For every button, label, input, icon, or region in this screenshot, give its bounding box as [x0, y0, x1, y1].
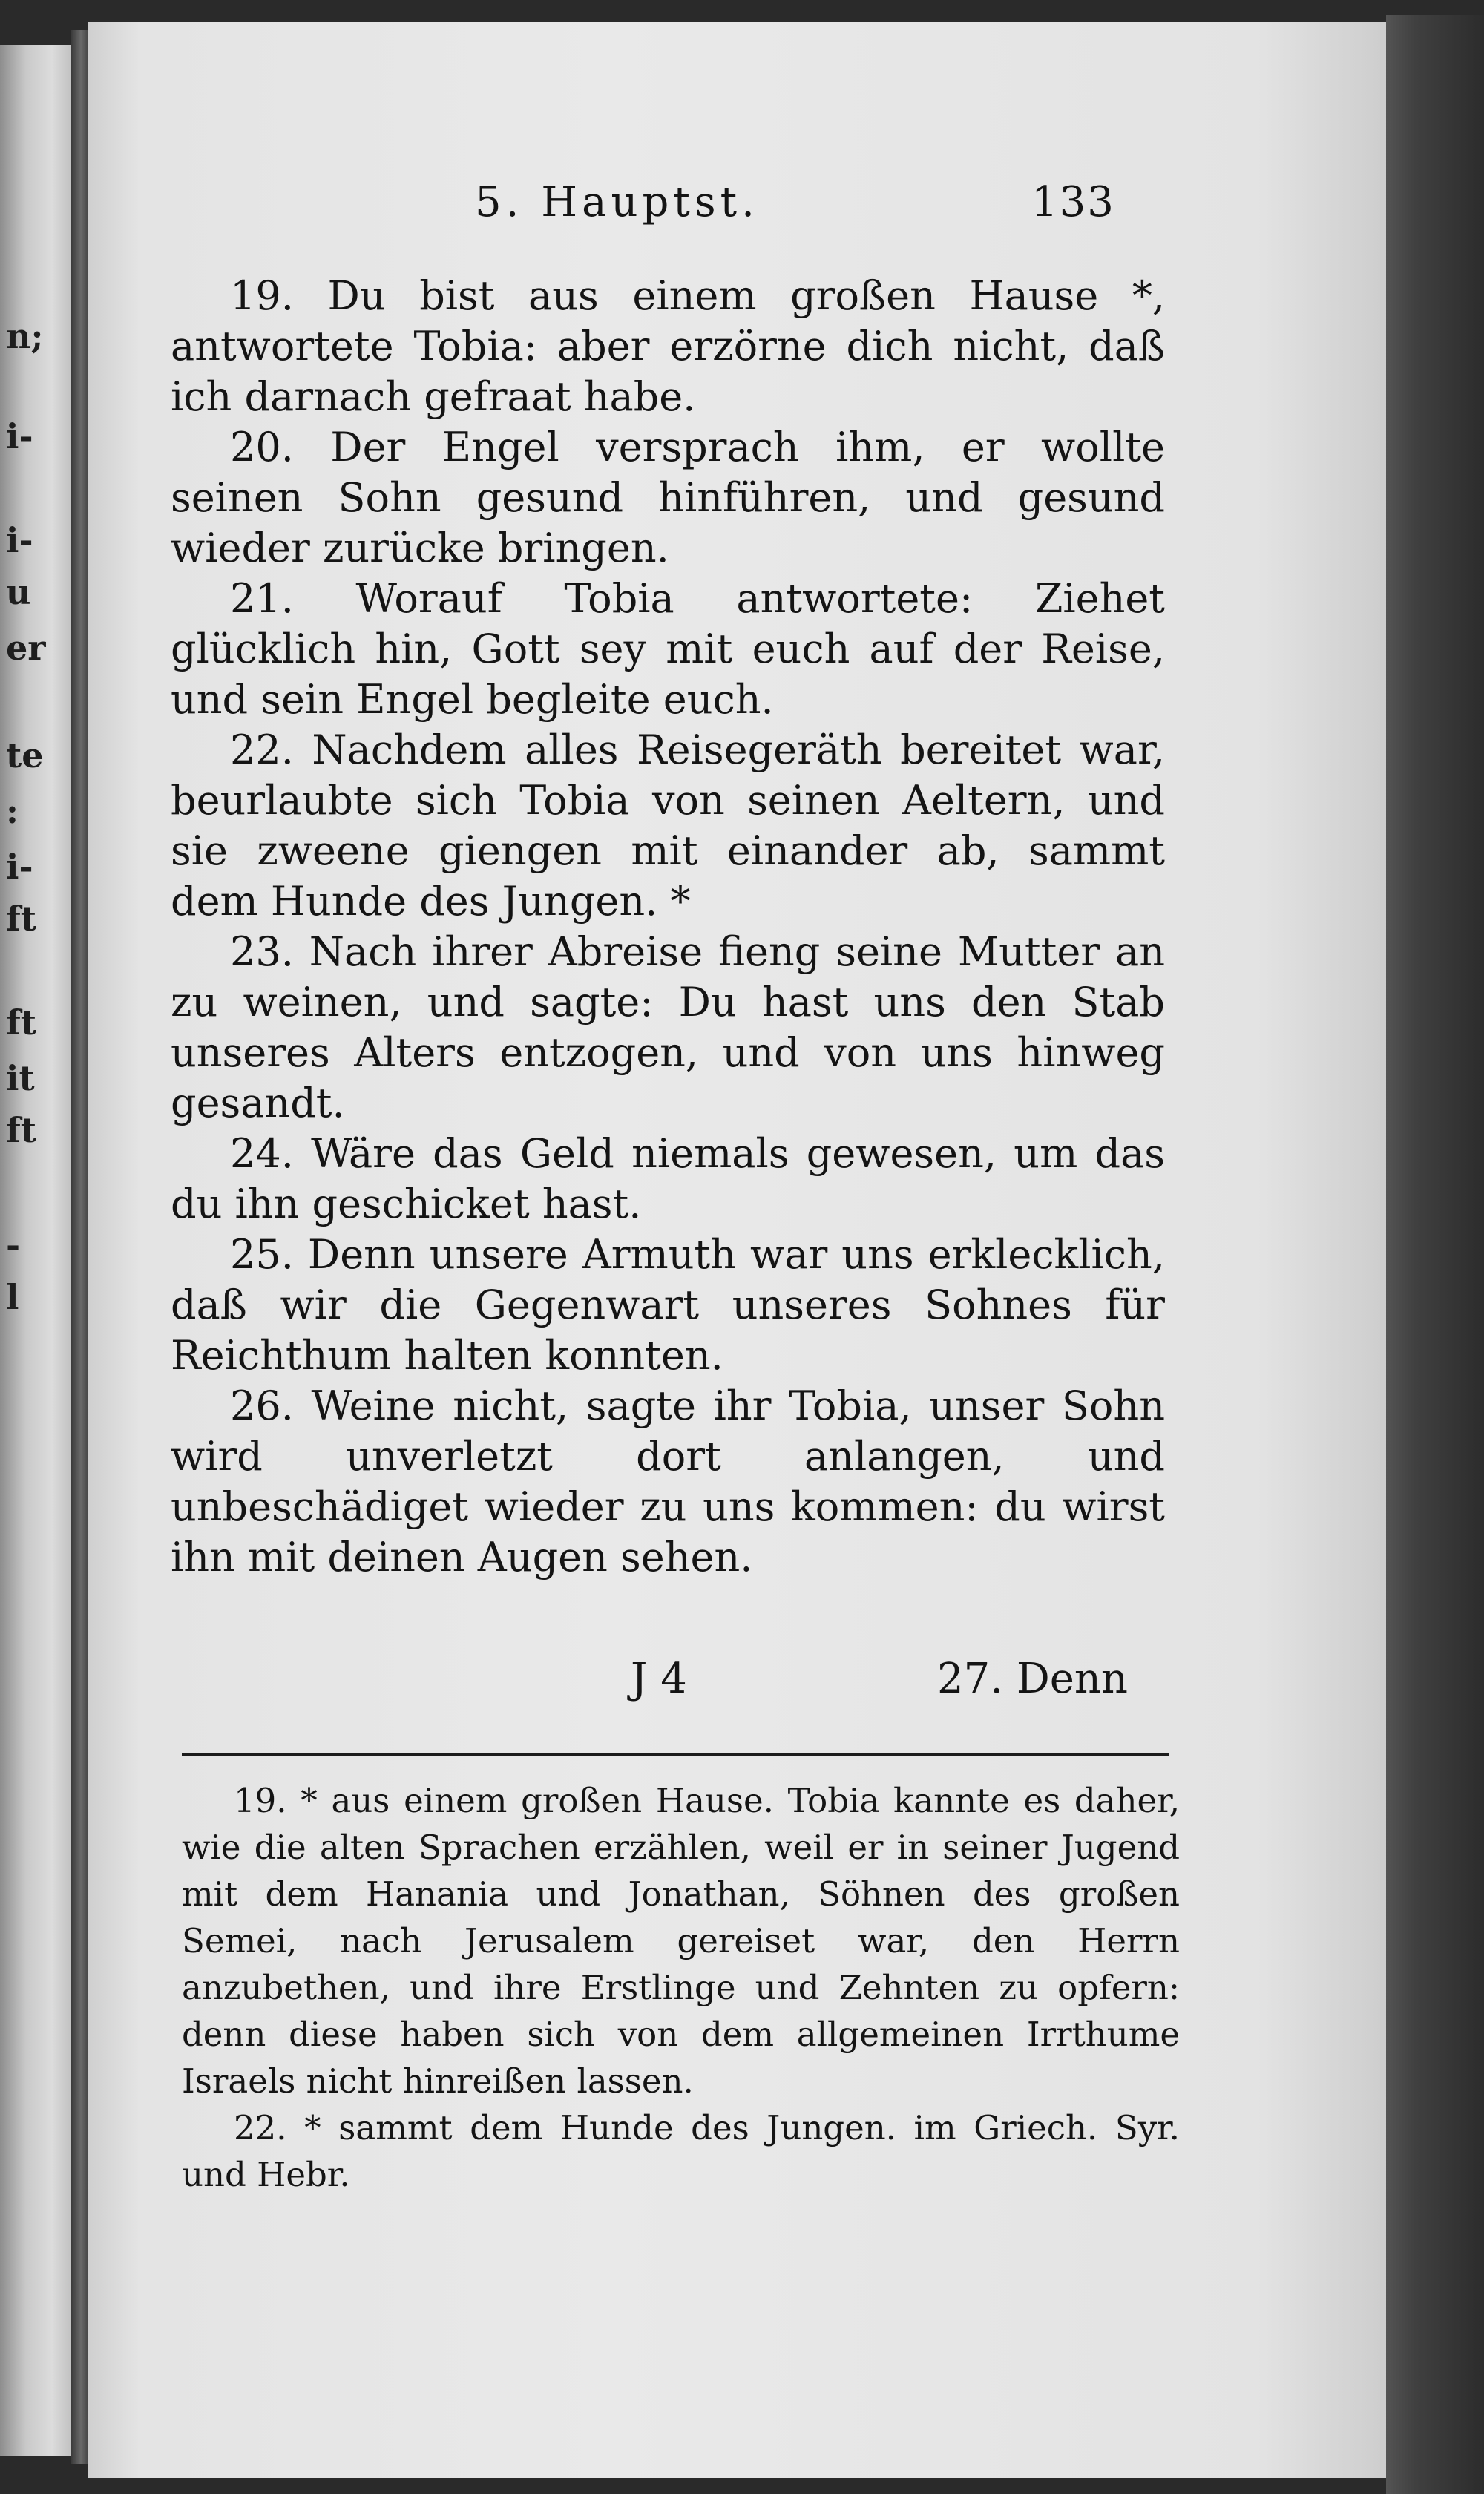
left-fragment: ft: [6, 899, 37, 939]
left-fragment: u: [6, 572, 31, 612]
left-fragment: it: [6, 1058, 35, 1098]
verse-paragraph: 20. Der Engel versprach ihm, er wollte seinen Sohn gesund hinführen, und gesund wieder zurücke bringen.: [171, 424, 1165, 571]
main-text: [171, 271, 1165, 1583]
catchword: 27. Denn: [936, 1655, 1128, 1703]
running-head: 5. Hauptst.: [475, 178, 759, 226]
page-number: 133: [1031, 178, 1115, 226]
left-fragment: l: [6, 1277, 19, 1317]
previous-page-edge: [0, 45, 74, 2456]
verse-paragraph: 21. Worauf Tobia antwortete: Ziehet glücklich hin, Gott sey mit euch auf der Reise, und sein Engel begleite euch.: [171, 575, 1165, 723]
left-fragment: ft: [6, 1110, 37, 1150]
left-fragment: n;: [6, 316, 44, 356]
verse-paragraph: 23. Nach ihrer Abreise fieng seine Mutter an zu weinen, und sagte: Du hast uns den Stab unseres Alters entzogen, und von uns hinweg gesandt.: [171, 928, 1165, 1126]
left-fragment: ft: [6, 1002, 37, 1043]
left-fragment: -: [6, 1225, 21, 1265]
signature-mark: J 4: [631, 1655, 687, 1703]
left-fragment: te: [6, 735, 44, 775]
left-fragment: er: [6, 628, 46, 668]
verse-paragraph: 24. Wäre das Geld niemals gewesen, um das du ihn geschicket hast.: [171, 1130, 1165, 1227]
verse-paragraph: 19. Du bist aus einem großen Hause *, antwortete Tobia: aber erzörne dich nicht, daß ich darnach gefraat habe.: [171, 272, 1165, 420]
footnote: 22. * sammt dem Hunde des Jungen. im Griech. Syr. und Hebr.: [182, 2108, 1180, 2194]
page-foot: [171, 1655, 1165, 1714]
left-fragment: i-: [6, 847, 33, 887]
verse-paragraph: 25. Denn unsere Armuth war uns erklecklich, daß wir die Gegenwart unseres Sohnes für Reichthum halten konnten.: [171, 1231, 1165, 1379]
footnote-rule: [182, 1753, 1169, 1756]
left-fragment: i-: [6, 520, 33, 560]
page-edge-shadow: [1386, 15, 1484, 2494]
left-fragment: i-: [6, 416, 33, 456]
verse-paragraph: 26. Weine nicht, sagte ihr Tobia, unser Sohn wird unverletzt dort anlangen, und unbeschädiget wieder zu uns kommen: du wirst ihn mit deinen Augen sehen.: [171, 1382, 1165, 1581]
left-fragment: :: [6, 791, 19, 831]
footnote: 19. * aus einem großen Hause. Tobia kannte es daher, wie die alten Sprachen erzählen, weil er in seiner Jugend mit dem Hanania und Jonathan, Söhnen des großen Semei, nach Jerusalem gereiset war, den Herrn anzubethen, und ihre Erstlinge und Zehnten zu opfern: denn diese haben sich von dem allgemeinen Irrthume Israels nicht hinreißen lassen.: [182, 1781, 1180, 2101]
verse-paragraph: 22. Nachdem alles Reisegeräth bereitet war, beurlaubte sich Tobia von seinen Aeltern, und sie zweene giengen mit einander ab, sammt dem Hunde des Jungen. *: [171, 726, 1165, 925]
footnotes: [182, 1777, 1180, 2198]
